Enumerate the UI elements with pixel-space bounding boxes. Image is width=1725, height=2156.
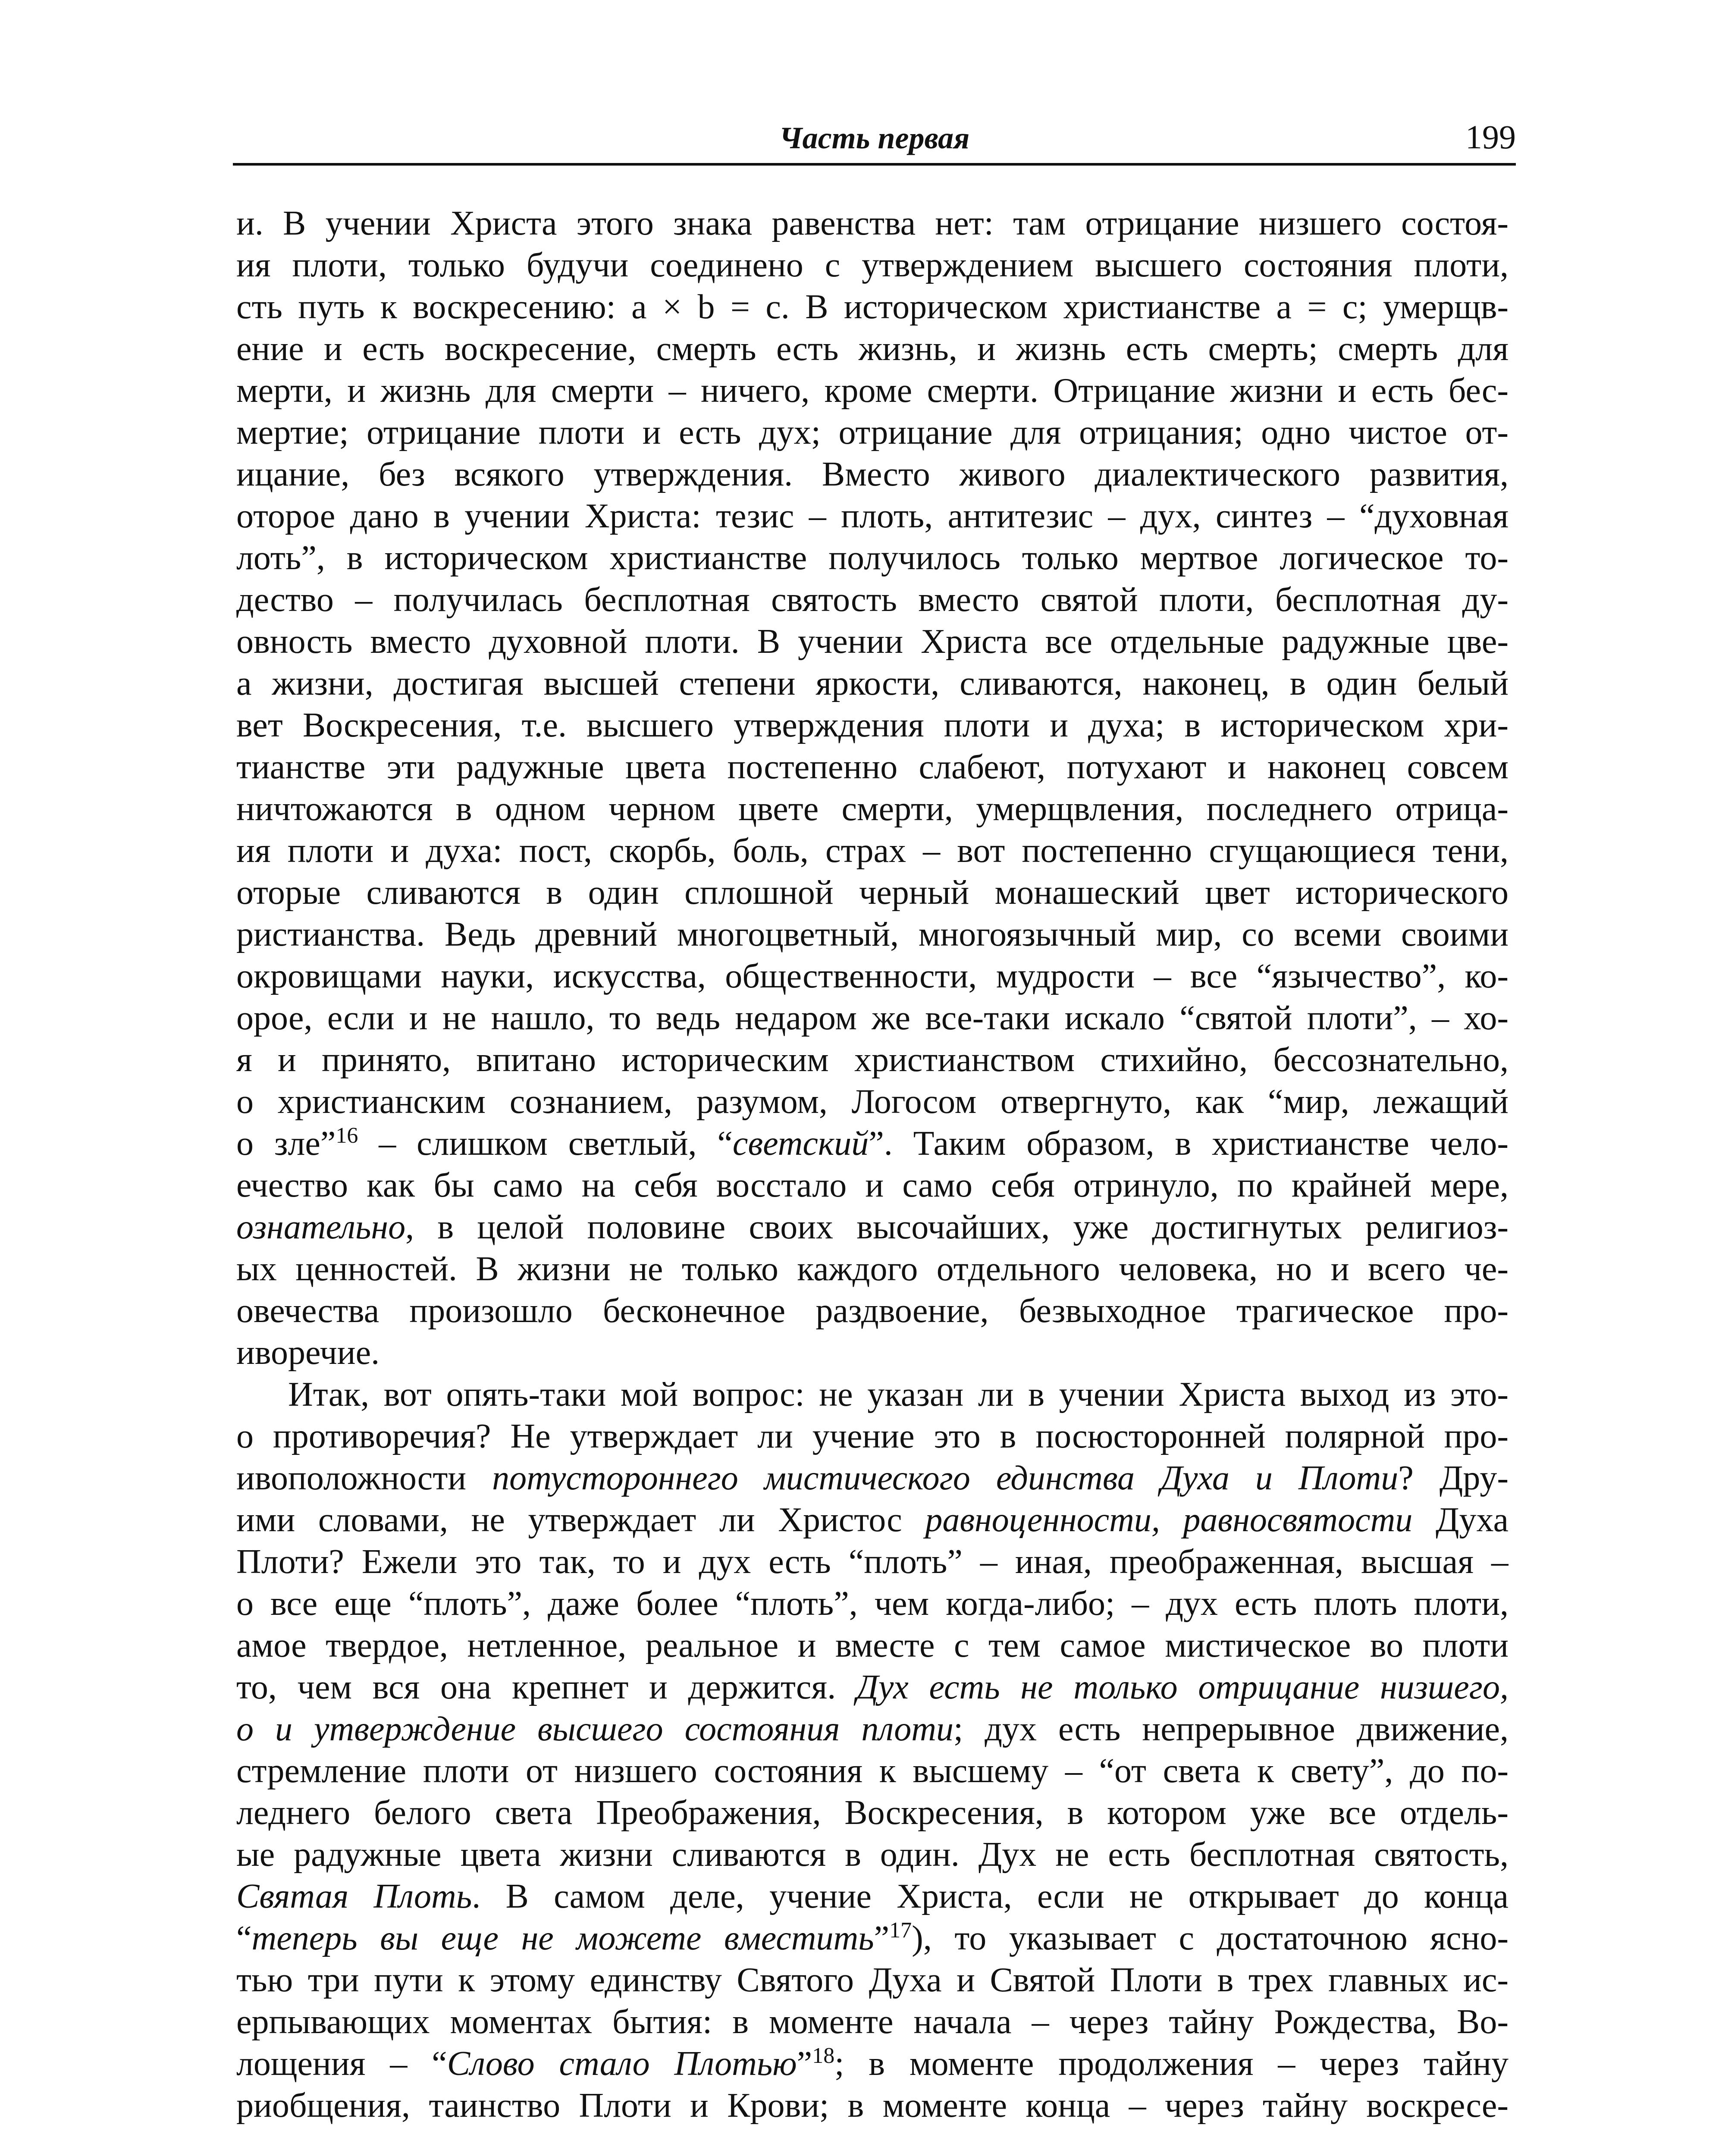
- text-segment: о противоречия? Не утверждает ли учение это в посюсторонней полярной про-: [236, 1417, 1509, 1455]
- text-segment: – слишком светлый, “: [358, 1125, 733, 1163]
- text-line: [236, 746, 1509, 788]
- text-segment: окровищами науки, искусства, общественности, мудрости – все “язычество”, ко-: [236, 957, 1509, 995]
- text-line: [236, 1625, 1509, 1667]
- text-segment: Плоти? Ежели это так, то и дух есть “плоть” – иная, преображенная, высшая –: [236, 1543, 1509, 1581]
- text-line: [236, 286, 1509, 328]
- text-segment: ечество как бы само на себя восстало и само себя отринуло, по крайней мере,: [236, 1166, 1509, 1204]
- text-segment: сть путь к воскресению: a × b = c. В историческом христианстве a = c; умерщв-: [236, 288, 1509, 326]
- text-line: [236, 2001, 1509, 2043]
- text-segment: тью три пути к этому единству Святого Духа и Святой Плоти в трех главных ис-: [236, 1961, 1509, 1999]
- text-segment: овечества произошло бесконечное раздвоение, безвыходное трагическое про-: [236, 1292, 1509, 1330]
- text-segment: вет Воскресения, т.е. высшего утверждения плоти и духа; в историческом хри-: [236, 706, 1509, 744]
- footnote-ref: 18: [812, 2043, 835, 2068]
- text-segment: ”. Таким образом, в христианстве чело-: [869, 1125, 1509, 1163]
- text-segment: ивоположности: [236, 1459, 492, 1497]
- italic-text: о и утверждение высшего состояния плоти: [236, 1710, 954, 1748]
- text-line: [236, 1457, 1509, 1499]
- text-segment: Итак, вот опять-таки мой вопрос: не указан ли в учении Христа выход из это-: [288, 1376, 1509, 1413]
- text-segment: мертие; отрицание плоти и есть дух; отрицание для отрицания; одно чистое от-: [236, 414, 1509, 451]
- text-line: [236, 537, 1509, 579]
- text-line: [236, 914, 1509, 956]
- text-line: [236, 1959, 1509, 2001]
- text-segment: ? Дру-: [1398, 1459, 1509, 1497]
- text-line: [236, 788, 1509, 830]
- text-line: [236, 872, 1509, 914]
- text-segment: Духа: [1412, 1501, 1509, 1539]
- text-segment: и. В учении Христа этого знака равенства нет: там отрицание низшего состоя-: [236, 204, 1509, 242]
- text-segment: риобщения, таинство Плоти и Крови; в моменте конца – через тайну воскресе-: [236, 2087, 1509, 2125]
- text-line: [236, 1165, 1509, 1206]
- text-segment: а жизни, достигая высшей степени яркости, сливаются, наконец, в один белый: [236, 664, 1509, 702]
- italic-text: светский: [732, 1125, 869, 1163]
- italic-text: теперь вы еще не можете вместить: [251, 1919, 874, 1957]
- text-line: [236, 956, 1509, 997]
- text-segment: амое твердое, нетленное, реальное и вместе с тем самое мистическое во плоти: [236, 1626, 1509, 1664]
- text-segment: ия плоти, только будучи соединено с утверждением высшего состояния плоти,: [236, 246, 1509, 284]
- text-segment: о христианским сознанием, разумом, Логосом отвергнуто, как “мир, лежащий: [236, 1083, 1509, 1121]
- text-segment: мерти, и жизнь для смерти – ничего, кроме смерти. Отрицание жизни и есть бес-: [236, 372, 1509, 410]
- page-number: 199: [1465, 118, 1516, 156]
- text-segment: ”: [874, 1919, 890, 1957]
- text-segment: я и принято, впитано историческим христианством стихийно, бессознательно,: [236, 1041, 1509, 1079]
- text-line: [236, 1206, 1509, 1248]
- running-header: [233, 116, 1516, 163]
- text-segment: . В самом деле, учение Христа, если не открывает до конца: [472, 1877, 1509, 1915]
- text-segment: овность вместо духовной плоти. В учении Христа все отдельные радужные цве-: [236, 623, 1509, 661]
- italic-text: ознательно: [236, 1208, 406, 1246]
- italic-text: Дух есть не только отрицание низшего,: [856, 1668, 1509, 1706]
- text-segment: ение и есть воскресение, смерть есть жизнь, и жизнь есть смерть; смерть для: [236, 330, 1509, 368]
- text-line: [236, 495, 1509, 537]
- text-segment: ”: [797, 2045, 812, 2083]
- text-segment: лощения – “: [236, 2045, 447, 2083]
- text-segment: ые радужные цвета жизни сливаются в один. Дух не есть бесплотная святость,: [236, 1836, 1509, 1874]
- footnote-ref: 16: [336, 1123, 358, 1148]
- text-segment: ицание, без всякого утверждения. Вместо живого диалектического развития,: [236, 455, 1509, 493]
- text-line: [236, 830, 1509, 872]
- text-line: [236, 244, 1509, 286]
- text-line: [236, 1708, 1509, 1750]
- text-segment: ; дух есть непрерывное движение,: [953, 1710, 1509, 1748]
- text-line: [236, 1332, 1509, 1374]
- text-line: [236, 1374, 1509, 1416]
- text-line: [236, 1039, 1509, 1081]
- italic-text: Слово стало Плотью: [447, 2045, 797, 2083]
- text-segment: то, чем вся она крепнет и держится.: [236, 1668, 856, 1706]
- text-line: [236, 1081, 1509, 1123]
- text-line: [236, 1918, 1509, 1959]
- text-line: [236, 1876, 1509, 1918]
- header-rule: [233, 163, 1516, 166]
- text-line: [236, 579, 1509, 621]
- text-segment: ых ценностей. В жизни не только каждого отдельного человека, но и всего че-: [236, 1250, 1509, 1288]
- text-line: [236, 1541, 1509, 1583]
- text-segment: леднего белого света Преображения, Воскресения, в котором уже все отдель-: [236, 1794, 1509, 1832]
- text-line: [236, 1667, 1509, 1708]
- text-line: [236, 412, 1509, 454]
- text-line: [236, 997, 1509, 1039]
- text-line: [236, 203, 1509, 244]
- text-line: [236, 2043, 1509, 2085]
- text-segment: дество – получилась бесплотная святость вместо святой плоти, бесплотная ду-: [236, 581, 1509, 619]
- text-segment: стремление плоти от низшего состояния к высшему – “от света к свету”, до по-: [236, 1752, 1509, 1790]
- text-line: [236, 1792, 1509, 1834]
- italic-text: Святая Плоть: [236, 1877, 472, 1915]
- footnote-ref: 17: [889, 1918, 912, 1943]
- text-segment: ия плоти и духа: пост, скорбь, боль, страх – вот постепенно сгущающиеся тени,: [236, 832, 1509, 870]
- text-line: [236, 1416, 1509, 1457]
- text-segment: о все еще “плоть”, даже более “плоть”, чем когда-либо; – дух есть плоть плоти,: [236, 1585, 1509, 1623]
- text-line: [236, 1499, 1509, 1541]
- text-segment: ими словами, не утверждает ли Христос: [236, 1501, 925, 1539]
- text-line: [236, 1290, 1509, 1332]
- text-line: [236, 2085, 1509, 2127]
- text-segment: лоть”, в историческом христианстве получилось только мертвое логическое то-: [236, 539, 1509, 577]
- text-line: [236, 621, 1509, 663]
- text-line: [236, 1123, 1509, 1165]
- text-segment: “: [236, 1919, 252, 1957]
- text-line: [236, 370, 1509, 412]
- text-segment: оторое дано в учении Христа: тезис – плоть, антитезис – дух, синтез – “духовная: [236, 497, 1509, 535]
- text-segment: ерпывающих моментах бытия: в моменте начала – через тайну Рождества, Во-: [236, 2003, 1509, 2041]
- text-segment: тианстве эти радужные цвета постепенно слабеют, потухают и наконец совсем: [236, 748, 1509, 786]
- text-segment: , в целой половине своих высочайших, уже достигнутых религиоз-: [405, 1208, 1509, 1246]
- text-line: [236, 663, 1509, 705]
- italic-text: потустороннего мистического единства Духа и Плоти: [492, 1459, 1399, 1497]
- text-line: [236, 1583, 1509, 1625]
- text-line: [236, 454, 1509, 495]
- italic-text: равноценности, равносвятости: [925, 1501, 1413, 1539]
- text-line: [236, 705, 1509, 746]
- text-segment: ), то указывает с достаточною ясно-: [912, 1919, 1509, 1957]
- text-segment: о зле”: [236, 1125, 336, 1163]
- text-segment: оторые сливаются в один сплошной черный монашеский цвет исторического: [236, 874, 1509, 912]
- text-line: [236, 1750, 1509, 1792]
- text-line: [236, 1834, 1509, 1876]
- text-segment: орое, если и не нашло, то ведь недаром же все-таки искало “святой плоти”, – хо-: [236, 999, 1509, 1037]
- text-segment: иворечие.: [236, 1334, 380, 1372]
- text-segment: ; в моменте продолжения – через тайну: [834, 2045, 1509, 2083]
- text-segment: ничтожаются в одном черном цвете смерти, умерщвления, последнего отрица-: [236, 790, 1509, 828]
- body-text: [236, 203, 1509, 2127]
- text-segment: ристианства. Ведь древний многоцветный, многоязычный мир, со всеми своими: [236, 915, 1509, 953]
- text-line: [236, 328, 1509, 370]
- running-title: Часть первая: [779, 121, 970, 155]
- text-line: [236, 1248, 1509, 1290]
